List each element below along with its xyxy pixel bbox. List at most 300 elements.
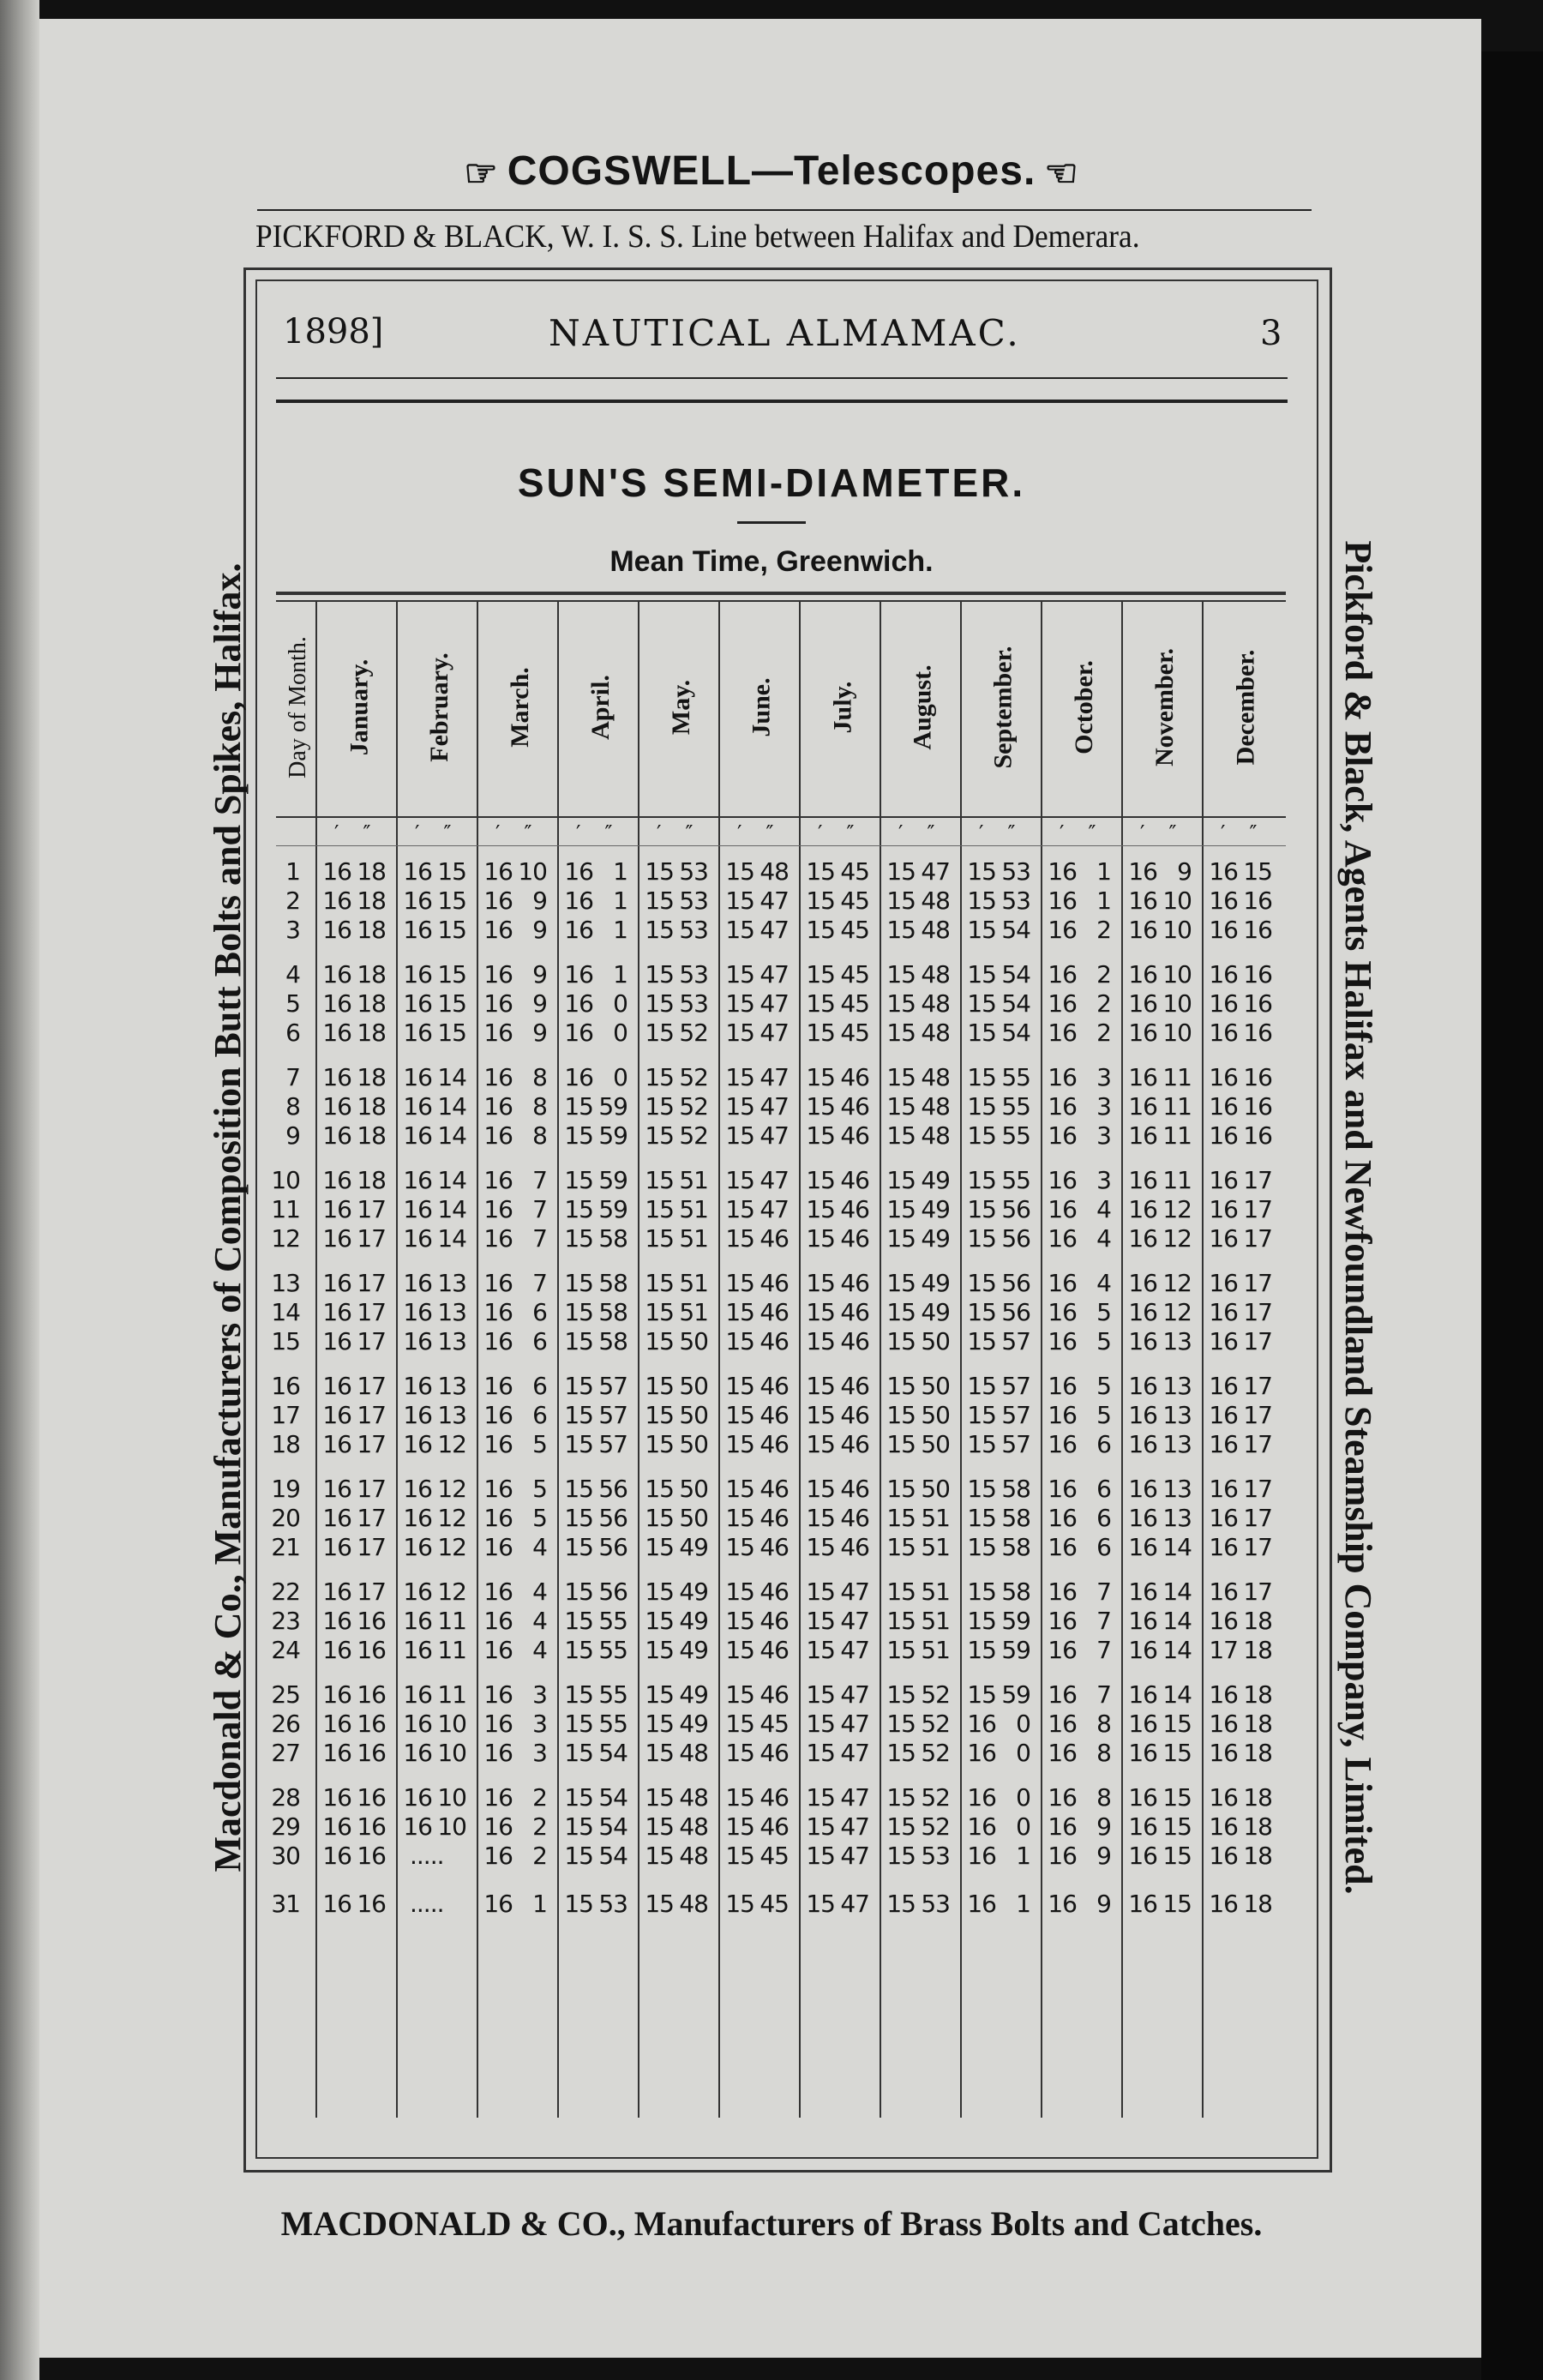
cell-13-10 bbox=[1042, 1269, 1111, 1298]
seconds-value: 17 bbox=[357, 1578, 386, 1606]
month-label: November. bbox=[1150, 647, 1180, 767]
cell-27-4 bbox=[559, 1739, 627, 1768]
minutes-value: 15 bbox=[645, 1166, 674, 1194]
minutes-value: 15 bbox=[886, 1739, 916, 1767]
cell-25-9 bbox=[962, 1680, 1030, 1710]
cell-20-5 bbox=[639, 1504, 708, 1533]
cell-31-9 bbox=[962, 1890, 1030, 1919]
seconds-value: 46 bbox=[840, 1430, 869, 1458]
minutes-value: 15 bbox=[645, 1430, 674, 1458]
minutes-value: 16 bbox=[564, 886, 593, 915]
cell-14-8 bbox=[881, 1298, 950, 1327]
cell-16-8 bbox=[881, 1372, 950, 1401]
minutes-value: 15 bbox=[725, 1195, 754, 1223]
cell-15-9 bbox=[962, 1327, 1030, 1356]
seconds-value: 17 bbox=[357, 1224, 386, 1253]
seconds-value: 57 bbox=[598, 1401, 627, 1429]
minutes-value: 15 bbox=[725, 1636, 754, 1664]
seconds-value: 52 bbox=[921, 1783, 950, 1812]
seconds-value: 54 bbox=[1001, 989, 1030, 1018]
cell-24-10 bbox=[1042, 1636, 1111, 1665]
cell-30-12 bbox=[1204, 1842, 1272, 1871]
seconds-value: 9 bbox=[532, 886, 547, 915]
day-number: 31 bbox=[271, 1890, 300, 1918]
seconds-value: 5 bbox=[532, 1475, 547, 1503]
cell-21-11 bbox=[1123, 1533, 1192, 1562]
cell-18-3 bbox=[478, 1430, 547, 1459]
seconds-value: 46 bbox=[840, 1224, 869, 1253]
minutes-value: 16 bbox=[483, 1636, 513, 1664]
minutes-value: 15 bbox=[645, 1739, 674, 1767]
minutes-value: 15 bbox=[886, 916, 916, 944]
cell-4-10 bbox=[1042, 960, 1111, 989]
cell-1-3 bbox=[478, 857, 547, 886]
minutes-value: 15 bbox=[725, 1475, 754, 1503]
minutes-value: 15 bbox=[725, 989, 754, 1018]
cell-24-2 bbox=[398, 1636, 466, 1665]
cell-3-9 bbox=[962, 916, 1030, 945]
cell-17-4 bbox=[559, 1401, 627, 1430]
seconds-value: 13 bbox=[1162, 1504, 1192, 1532]
minutes-value: 15 bbox=[886, 1504, 916, 1532]
minutes-value: 15 bbox=[806, 1533, 835, 1561]
minutes-value: 16 bbox=[322, 1092, 351, 1121]
cell-26-12 bbox=[1204, 1710, 1272, 1739]
cell-14-9 bbox=[962, 1298, 1030, 1327]
minutes-value: 16 bbox=[1128, 1680, 1157, 1709]
month-label: September. bbox=[989, 646, 1018, 769]
minutes-value: 15 bbox=[645, 1121, 674, 1150]
seconds-value: 47 bbox=[840, 1578, 869, 1606]
cell-13-11 bbox=[1123, 1269, 1192, 1298]
seconds-value: 0 bbox=[613, 989, 627, 1018]
minutes-value: 15 bbox=[886, 989, 916, 1018]
minutes-value: 15 bbox=[645, 1578, 674, 1606]
cell-4-12 bbox=[1204, 960, 1272, 989]
unit-minutes: ′ bbox=[657, 821, 662, 845]
seconds-value: 9 bbox=[532, 989, 547, 1018]
minutes-value: 15 bbox=[725, 1121, 754, 1150]
seconds-value: 18 bbox=[357, 1121, 386, 1150]
seconds-value: 4 bbox=[1096, 1224, 1111, 1253]
seconds-value: 15 bbox=[437, 886, 466, 915]
minutes-value: 16 bbox=[403, 1739, 432, 1767]
cell-2-7 bbox=[801, 886, 869, 916]
minutes-value: 15 bbox=[725, 1578, 754, 1606]
scan-edge-left bbox=[0, 0, 39, 2380]
minutes-value: 16 bbox=[403, 1812, 432, 1841]
minutes-value: 16 bbox=[403, 1327, 432, 1355]
cell-6-1 bbox=[317, 1019, 386, 1048]
cell-30-4 bbox=[559, 1842, 627, 1871]
seconds-value: 16 bbox=[1243, 916, 1272, 944]
seconds-value: 18 bbox=[357, 1092, 386, 1121]
cell-11-9 bbox=[962, 1195, 1030, 1224]
seconds-value: 14 bbox=[437, 1092, 466, 1121]
seconds-value: 3 bbox=[1096, 1121, 1111, 1150]
month-label: February. bbox=[425, 652, 453, 762]
seconds-value: 46 bbox=[840, 1269, 869, 1297]
seconds-value: 17 bbox=[1243, 1269, 1272, 1297]
cell-15-1 bbox=[317, 1327, 386, 1356]
cell-24-3 bbox=[478, 1636, 547, 1665]
seconds-value: 50 bbox=[679, 1504, 708, 1532]
minutes-value: 16 bbox=[403, 989, 432, 1018]
minutes-value: 15 bbox=[806, 1890, 835, 1918]
month-header-4 bbox=[561, 600, 640, 814]
cell-17-7 bbox=[801, 1401, 869, 1430]
seconds-value: 54 bbox=[598, 1783, 627, 1812]
seconds-value: 46 bbox=[759, 1636, 789, 1664]
cell-5-12 bbox=[1204, 989, 1272, 1019]
seconds-value: 47 bbox=[759, 989, 789, 1018]
minutes-value: 16 bbox=[564, 1019, 593, 1047]
cell-25-8 bbox=[881, 1680, 950, 1710]
minutes-value: 15 bbox=[564, 1636, 593, 1664]
minutes-value: 16 bbox=[1128, 1890, 1157, 1918]
minutes-value: 15 bbox=[967, 1224, 996, 1253]
cell-23-12 bbox=[1204, 1607, 1272, 1636]
seconds-value: 49 bbox=[921, 1224, 950, 1253]
cell-31-12 bbox=[1204, 1890, 1272, 1919]
seconds-value: 13 bbox=[1162, 1430, 1192, 1458]
cell-14-11 bbox=[1123, 1298, 1192, 1327]
cell-26-11 bbox=[1123, 1710, 1192, 1739]
cell-16-1 bbox=[317, 1372, 386, 1401]
seconds-value: 16 bbox=[1243, 989, 1272, 1018]
cell-6-4 bbox=[559, 1019, 627, 1048]
seconds-value: 1 bbox=[532, 1890, 547, 1918]
cell-15-12 bbox=[1204, 1327, 1272, 1356]
seconds-value: 8 bbox=[1096, 1710, 1111, 1738]
minutes-value: 15 bbox=[806, 1504, 835, 1532]
minutes-value: 15 bbox=[886, 1842, 916, 1870]
seconds-value: 57 bbox=[1001, 1327, 1030, 1355]
cell-28-6 bbox=[720, 1783, 789, 1812]
unit-markers bbox=[415, 821, 451, 845]
minutes-value: 16 bbox=[1128, 1475, 1157, 1503]
seconds-value: 50 bbox=[921, 1401, 950, 1429]
cell-27-12 bbox=[1204, 1739, 1272, 1768]
seconds-value: 48 bbox=[921, 960, 950, 989]
seconds-value: 48 bbox=[921, 1092, 950, 1121]
minutes-value: 15 bbox=[967, 916, 996, 944]
minutes-value: 16 bbox=[1209, 1680, 1238, 1709]
cell-28-3 bbox=[478, 1783, 547, 1812]
seconds-value: 45 bbox=[840, 857, 869, 886]
day-number: 4 bbox=[285, 960, 300, 989]
cell-6-3 bbox=[478, 1019, 547, 1048]
cell-3-10 bbox=[1042, 916, 1111, 945]
minutes-value: 16 bbox=[403, 1475, 432, 1503]
cell-28-10 bbox=[1042, 1783, 1111, 1812]
cell-12-11 bbox=[1123, 1224, 1192, 1253]
minutes-value: 15 bbox=[806, 1607, 835, 1635]
seconds-value: 4 bbox=[1096, 1195, 1111, 1223]
minutes-value: 15 bbox=[725, 1269, 754, 1297]
minutes-value: 16 bbox=[483, 1063, 513, 1091]
day-number: 24 bbox=[271, 1636, 300, 1664]
month-label: August. bbox=[909, 664, 938, 750]
seconds-value: 18 bbox=[357, 1019, 386, 1047]
seconds-value: 47 bbox=[759, 916, 789, 944]
cell-9-3 bbox=[478, 1121, 547, 1151]
day-number: 9 bbox=[285, 1121, 300, 1150]
cell-3-4 bbox=[559, 916, 627, 945]
day-number: 23 bbox=[271, 1607, 300, 1635]
minutes-value: 16 bbox=[1048, 1166, 1077, 1194]
seconds-value: 1 bbox=[613, 857, 627, 886]
minutes-value: 16 bbox=[322, 1680, 351, 1709]
cell-26-5 bbox=[639, 1710, 708, 1739]
minutes-value: 15 bbox=[645, 1842, 674, 1870]
minutes-value: 15 bbox=[967, 886, 996, 915]
seconds-value: 15 bbox=[1243, 857, 1272, 886]
seconds-value: 46 bbox=[840, 1063, 869, 1091]
cell-30-9 bbox=[962, 1842, 1030, 1871]
seconds-value: 2 bbox=[532, 1783, 547, 1812]
minutes-value: 15 bbox=[645, 1890, 674, 1918]
cell-24-4 bbox=[559, 1636, 627, 1665]
minutes-value: 16 bbox=[1048, 989, 1077, 1018]
cell-1-7 bbox=[801, 857, 869, 886]
cell-8-8 bbox=[881, 1092, 950, 1121]
minutes-value: 16 bbox=[1048, 1092, 1077, 1121]
cell-23-1 bbox=[317, 1607, 386, 1636]
cell-18-6 bbox=[720, 1430, 789, 1459]
seconds-value: 10 bbox=[437, 1739, 466, 1767]
cell-27-9 bbox=[962, 1739, 1030, 1768]
cell-1-4 bbox=[559, 857, 627, 886]
seconds-value: 57 bbox=[1001, 1401, 1030, 1429]
seconds-value: 56 bbox=[598, 1475, 627, 1503]
cell-5-3 bbox=[478, 989, 547, 1019]
unit-seconds: ″ bbox=[1249, 821, 1258, 845]
minutes-value: 16 bbox=[483, 1372, 513, 1400]
cell-12-7 bbox=[801, 1224, 869, 1253]
seconds-value: 49 bbox=[679, 1636, 708, 1664]
cell-18-7 bbox=[801, 1430, 869, 1459]
cell-18-4 bbox=[559, 1430, 627, 1459]
seconds-value: 51 bbox=[679, 1224, 708, 1253]
day-number: 8 bbox=[285, 1092, 300, 1121]
seconds-value: 46 bbox=[759, 1578, 789, 1606]
seconds-value: 0 bbox=[1016, 1739, 1030, 1767]
seconds-value: 7 bbox=[532, 1195, 547, 1223]
seconds-value: 7 bbox=[532, 1224, 547, 1253]
minutes-value: 16 bbox=[403, 1430, 432, 1458]
cell-15-5 bbox=[639, 1327, 708, 1356]
minutes-value: 15 bbox=[645, 1019, 674, 1047]
seconds-value: 0 bbox=[1016, 1783, 1030, 1812]
cell-23-4 bbox=[559, 1607, 627, 1636]
seconds-value: 53 bbox=[679, 916, 708, 944]
minutes-value: 16 bbox=[1048, 1327, 1077, 1355]
cell-28-5 bbox=[639, 1783, 708, 1812]
minutes-value: 16 bbox=[322, 1475, 351, 1503]
minutes-value: 16 bbox=[322, 1019, 351, 1047]
cell-19-3 bbox=[478, 1475, 547, 1504]
seconds-value: 16 bbox=[357, 1680, 386, 1709]
seconds-value: 51 bbox=[679, 1298, 708, 1326]
cell-15-10 bbox=[1042, 1327, 1111, 1356]
seconds-value: 7 bbox=[1096, 1636, 1111, 1664]
seconds-value: 53 bbox=[921, 1890, 950, 1918]
cell-18-5 bbox=[639, 1430, 708, 1459]
cell-17-9 bbox=[962, 1401, 1030, 1430]
seconds-value: 49 bbox=[679, 1680, 708, 1709]
day-number: 1 bbox=[285, 857, 300, 886]
seconds-value: 4 bbox=[532, 1578, 547, 1606]
cell-21-6 bbox=[720, 1533, 789, 1562]
cell-1-12 bbox=[1204, 857, 1272, 886]
unit-markers bbox=[495, 821, 531, 845]
unit-seconds: ″ bbox=[1088, 821, 1096, 845]
seconds-value: 50 bbox=[921, 1327, 950, 1355]
seconds-value: 15 bbox=[1162, 1783, 1192, 1812]
seconds-value: 18 bbox=[357, 1166, 386, 1194]
seconds-value: 48 bbox=[679, 1842, 708, 1870]
cell-7-1 bbox=[317, 1063, 386, 1092]
cell-2-11 bbox=[1123, 886, 1192, 916]
cell-22-2 bbox=[398, 1578, 466, 1607]
seconds-value: 8 bbox=[1096, 1783, 1111, 1812]
cell-29-11 bbox=[1123, 1812, 1192, 1842]
minutes-value: 16 bbox=[1209, 1269, 1238, 1297]
cell-31-11 bbox=[1123, 1890, 1192, 1919]
minutes-value: 16 bbox=[1128, 857, 1157, 886]
unit-minutes: ′ bbox=[1221, 821, 1226, 845]
cell-16-7 bbox=[801, 1372, 869, 1401]
minutes-value: 16 bbox=[1209, 960, 1238, 989]
minutes-value: 16 bbox=[483, 1121, 513, 1150]
cell-6-5 bbox=[639, 1019, 708, 1048]
minutes-value: 16 bbox=[403, 1298, 432, 1326]
seconds-value: 9 bbox=[1096, 1812, 1111, 1841]
seconds-value: 52 bbox=[679, 1121, 708, 1150]
minutes-value: 16 bbox=[1128, 886, 1157, 915]
minutes-value: 16 bbox=[1209, 1812, 1238, 1841]
minutes-value: 15 bbox=[645, 1224, 674, 1253]
minutes-value: 15 bbox=[645, 1475, 674, 1503]
seconds-value: 16 bbox=[1243, 1063, 1272, 1091]
minutes-value: 16 bbox=[322, 1327, 351, 1355]
seconds-value: 12 bbox=[437, 1504, 466, 1532]
cell-3-6 bbox=[720, 916, 789, 945]
seconds-value: 46 bbox=[840, 1092, 869, 1121]
seconds-value: 3 bbox=[1096, 1092, 1111, 1121]
seconds-value: 50 bbox=[679, 1430, 708, 1458]
seconds-value: 18 bbox=[1243, 1636, 1272, 1664]
minutes-value: 16 bbox=[483, 1739, 513, 1767]
seconds-value: 4 bbox=[532, 1636, 547, 1664]
seconds-value: 46 bbox=[840, 1298, 869, 1326]
cell-30-2 bbox=[398, 1842, 444, 1871]
seconds-value: 12 bbox=[1162, 1195, 1192, 1223]
minutes-value: 15 bbox=[645, 1710, 674, 1738]
seconds-value: 15 bbox=[437, 960, 466, 989]
minutes-value: 16 bbox=[1209, 1166, 1238, 1194]
unit-minutes: ′ bbox=[818, 821, 823, 845]
seconds-value: 47 bbox=[759, 960, 789, 989]
seconds-value: 14 bbox=[1162, 1636, 1192, 1664]
minutes-value: 15 bbox=[806, 857, 835, 886]
seconds-value: 9 bbox=[532, 916, 547, 944]
cell-10-7 bbox=[801, 1166, 869, 1195]
cell-10-4 bbox=[559, 1166, 627, 1195]
cell-25-3 bbox=[478, 1680, 547, 1710]
minutes-value: 15 bbox=[564, 1890, 593, 1918]
cell-14-5 bbox=[639, 1298, 708, 1327]
minutes-value: 16 bbox=[1048, 1224, 1077, 1253]
seconds-value: 46 bbox=[759, 1401, 789, 1429]
minutes-value: 15 bbox=[725, 1783, 754, 1812]
cell-18-8 bbox=[881, 1430, 950, 1459]
seconds-value: 59 bbox=[1001, 1680, 1030, 1709]
unit-minutes: ′ bbox=[898, 821, 904, 845]
seconds-value: 49 bbox=[921, 1195, 950, 1223]
seconds-value: 45 bbox=[840, 989, 869, 1018]
cell-2-9 bbox=[962, 886, 1030, 916]
seconds-value: 11 bbox=[1162, 1063, 1192, 1091]
seconds-value: 18 bbox=[357, 857, 386, 886]
minutes-value: 16 bbox=[322, 1578, 351, 1606]
month-header-2 bbox=[400, 600, 479, 814]
banner-cogswell bbox=[0, 147, 1543, 195]
seconds-value: 9 bbox=[1096, 1842, 1111, 1870]
cell-31-10 bbox=[1042, 1890, 1111, 1919]
seconds-value: 47 bbox=[840, 1783, 869, 1812]
seconds-value: 16 bbox=[357, 1842, 386, 1870]
seconds-value: 17 bbox=[1243, 1372, 1272, 1400]
day-number: 30 bbox=[271, 1842, 300, 1870]
cell-22-10 bbox=[1042, 1578, 1111, 1607]
cell-16-5 bbox=[639, 1372, 708, 1401]
seconds-value: 47 bbox=[759, 1195, 789, 1223]
seconds-value: 14 bbox=[437, 1166, 466, 1194]
cell-26-4 bbox=[559, 1710, 627, 1739]
minutes-value: 15 bbox=[967, 989, 996, 1018]
seconds-value: 13 bbox=[437, 1401, 466, 1429]
minutes-value: 16 bbox=[1048, 1607, 1077, 1635]
minutes-value: 15 bbox=[564, 1607, 593, 1635]
cell-5-7 bbox=[801, 989, 869, 1019]
minutes-value: 16 bbox=[403, 1710, 432, 1738]
minutes-value: 16 bbox=[564, 960, 593, 989]
minutes-value: 15 bbox=[806, 1298, 835, 1326]
cell-21-8 bbox=[881, 1533, 950, 1562]
minutes-value: 16 bbox=[1128, 1842, 1157, 1870]
cell-8-5 bbox=[639, 1092, 708, 1121]
cell-19-6 bbox=[720, 1475, 789, 1504]
seconds-value: 10 bbox=[1162, 916, 1192, 944]
seconds-value: 17 bbox=[357, 1533, 386, 1561]
cell-7-2 bbox=[398, 1063, 466, 1092]
day-number: 21 bbox=[271, 1533, 300, 1561]
seconds-value: 58 bbox=[598, 1269, 627, 1297]
page-year: 1898] bbox=[283, 312, 384, 352]
cell-12-3 bbox=[478, 1224, 547, 1253]
minutes-value: 15 bbox=[806, 1372, 835, 1400]
minutes-value: 16 bbox=[483, 1092, 513, 1121]
cell-7-4 bbox=[559, 1063, 627, 1092]
blank-cell: ..... bbox=[410, 1842, 444, 1870]
cell-2-10 bbox=[1042, 886, 1111, 916]
minutes-value: 15 bbox=[967, 1578, 996, 1606]
minutes-value: 15 bbox=[564, 1430, 593, 1458]
banner-text: COGSWELL—Telescopes. bbox=[507, 148, 1036, 194]
cell-23-7 bbox=[801, 1607, 869, 1636]
